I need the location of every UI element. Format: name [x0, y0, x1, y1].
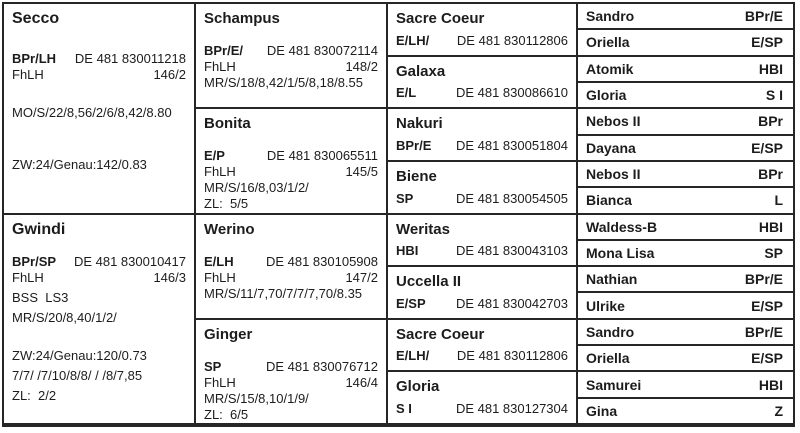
horse-name: Atomik	[586, 60, 634, 77]
studbook-row	[204, 59, 386, 75]
registration-number: DE 481 830065511	[266, 148, 378, 164]
horse-name: Ulrike	[586, 297, 625, 314]
grade-id-row	[204, 359, 386, 375]
horse-name: Dayana	[586, 139, 636, 156]
grade-id-row	[396, 85, 576, 101]
registration-number: DE 481 830010417	[73, 253, 186, 269]
bss-line: BSS LS3	[12, 289, 69, 305]
grade-badge: BPr	[758, 166, 783, 183]
grade-badge: HBI	[758, 218, 783, 235]
zl-line: ZL: 5/5	[204, 196, 249, 212]
pedigree-cell	[388, 4, 576, 57]
performance-line: MR/S/15/8,10/1/9/	[204, 390, 309, 406]
studbook-code: FhLH	[204, 374, 236, 390]
performance-line: MR/S/20/8,40/1/2/	[12, 309, 117, 325]
horse-name: Gloria	[396, 378, 440, 396]
grade-badge: SP	[396, 190, 414, 206]
breed-index: 146/3	[153, 269, 186, 285]
pedigree-table	[2, 2, 795, 427]
registration-number: DE 481 830051804	[455, 137, 568, 153]
generation-1-column	[4, 4, 196, 423]
registration-number: DE 481 830112806	[456, 348, 568, 364]
pedigree-cell	[388, 162, 576, 215]
breed-index: 147/2	[345, 269, 378, 285]
grade-badge: BPr/SP	[12, 253, 57, 269]
studbook-code: FhLH	[204, 59, 236, 74]
grade-id-row	[396, 33, 576, 49]
horse-name: Schampus	[204, 10, 280, 27]
grade-badge: E/LH/	[396, 32, 430, 48]
horse-name: Oriella	[586, 350, 630, 367]
pedigree-cell-sire	[4, 4, 194, 215]
generation-4-column	[578, 4, 793, 423]
horse-name: Biene	[396, 167, 437, 185]
horse-name: Sacre Coeur	[396, 325, 485, 343]
registration-number: DE 481 830043103	[455, 243, 568, 259]
generation-2-column	[196, 4, 388, 423]
studbook-code: FhLH	[12, 269, 44, 285]
grade-id-row	[396, 296, 576, 312]
pedigree-cell-dam	[4, 215, 194, 424]
pedigree-cell-sire-dam	[196, 109, 386, 214]
pedigree-cell	[578, 215, 793, 241]
grade-id-row	[396, 191, 576, 207]
grade-badge: E/SP	[396, 295, 426, 311]
grade-badge: E/SP	[751, 297, 783, 314]
registration-number: DE 481 830086610	[455, 85, 568, 101]
registration-number: DE 481 830054505	[455, 190, 568, 206]
grade-badge: HBI	[758, 376, 783, 393]
registration-number: DE 481 830042703	[455, 295, 568, 311]
grade-badge: BPr/E	[744, 323, 783, 340]
pedigree-cell	[578, 83, 793, 109]
grade-id-row	[204, 254, 386, 270]
registration-number: DE 481 830112806	[456, 32, 568, 48]
registration-number: DE 481 830127304	[455, 401, 568, 416]
horse-name: Gina	[586, 402, 618, 419]
horse-name: Galaxa	[396, 62, 446, 80]
horse-name: Samurei	[586, 376, 642, 393]
grade-badge: BPr/LH	[12, 51, 57, 66]
pedigree-cell	[578, 188, 793, 214]
studbook-row	[12, 270, 194, 286]
grade-id-row	[396, 138, 576, 154]
pedigree-cell	[388, 267, 576, 320]
pedigree-cell	[388, 320, 576, 373]
pedigree-cell	[388, 109, 576, 162]
horse-name: Bianca	[586, 192, 632, 209]
pedigree-cell	[578, 136, 793, 162]
horse-name: Nebos II	[586, 166, 641, 183]
registration-number: DE 481 830105908	[265, 253, 378, 269]
horse-name: Bonita	[204, 115, 251, 133]
studbook-row	[12, 67, 194, 83]
pedigree-cell	[388, 215, 576, 268]
breed-index: 148/2	[345, 59, 378, 74]
pedigree-cell	[578, 57, 793, 83]
horse-name: Uccella II	[396, 273, 462, 291]
grade-badge: E/P	[204, 148, 225, 164]
horse-name: Secco	[12, 10, 60, 27]
horse-name: Waldess-B	[586, 218, 658, 235]
horse-name: Nebos II	[586, 113, 641, 130]
registration-number: DE 481 830076712	[265, 358, 378, 374]
breed-index: 146/4	[345, 374, 378, 390]
horse-name: Sandro	[586, 323, 635, 340]
zl-line: ZL: 2/2	[12, 387, 57, 403]
registration-number: DE 481 830011218	[74, 51, 186, 66]
grade-badge: SP	[764, 244, 783, 261]
studbook-code: FhLH	[204, 164, 236, 180]
breeding-value-line: ZW:24/Genau:142/0.83	[12, 157, 147, 172]
horse-name: Werino	[204, 220, 255, 238]
studbook-code: FhLH	[204, 269, 236, 285]
performance-line: MR/S/16/8,03/1/2/	[204, 180, 309, 196]
pedigree-cell	[578, 4, 793, 30]
grade-badge: S I	[396, 401, 412, 416]
grade-badge: Z	[774, 402, 783, 419]
performance-line: MR/S/11/7,70/7/7/7,70/8.35	[204, 285, 363, 301]
pedigree-cell	[578, 267, 793, 293]
pedigree-cell	[388, 57, 576, 110]
grade-badge: E/SP	[751, 139, 783, 156]
scores-line: 7/7/ /7/10/8/8/ / /8/7,85	[12, 367, 143, 383]
horse-name: Mona Lisa	[586, 244, 655, 261]
performance-line: MR/S/18/8,42/1/5/8,18/8.55	[204, 75, 363, 90]
pedigree-cell-dam-sire	[196, 215, 386, 320]
grade-badge: S I	[765, 87, 783, 104]
grade-badge: E/LH	[204, 253, 234, 269]
breeding-value-line: ZW:24/Genau:120/0.73	[12, 347, 147, 363]
pedigree-cell	[578, 293, 793, 319]
grade-badge: BPr	[758, 113, 783, 130]
studbook-row	[204, 164, 386, 180]
grade-badge: BPr/E	[396, 137, 432, 153]
horse-name: Nakuri	[396, 115, 443, 133]
grade-id-row	[12, 254, 194, 270]
breed-index: 146/2	[153, 67, 186, 82]
pedigree-cell	[578, 109, 793, 135]
horse-name: Nathian	[586, 271, 638, 288]
horse-name: Ginger	[204, 325, 253, 343]
grade-badge: E/LH/	[396, 348, 430, 364]
grade-badge: E/SP	[751, 350, 783, 367]
horse-name: Sandro	[586, 8, 635, 25]
grade-badge: E/SP	[751, 34, 783, 51]
generation-3-column	[388, 4, 578, 423]
grade-id-row	[396, 348, 576, 364]
grade-badge: SP	[204, 358, 222, 374]
grade-badge: BPr/E	[744, 271, 783, 288]
grade-badge: BPr/E/	[204, 43, 244, 58]
zl-line: ZL: 6/5	[204, 406, 249, 422]
pedigree-cell	[578, 372, 793, 398]
studbook-row	[204, 270, 386, 286]
pedigree-cell	[578, 162, 793, 188]
grade-id-row	[396, 401, 576, 417]
pedigree-cell	[578, 320, 793, 346]
pedigree-cell	[388, 372, 576, 423]
performance-line: MO/S/22/8,56/2/6/8,42/8.80	[12, 105, 172, 120]
horse-name: Weritas	[396, 220, 450, 238]
pedigree-cell	[578, 241, 793, 267]
pedigree-cell	[578, 399, 793, 423]
grade-badge: HBI	[758, 60, 783, 77]
studbook-row	[204, 375, 386, 391]
grade-badge: HBI	[396, 243, 419, 259]
grade-badge: BPr/E	[744, 8, 783, 25]
breed-index: 145/5	[345, 164, 378, 180]
grade-id-row	[204, 43, 386, 59]
pedigree-cell	[578, 346, 793, 372]
registration-number: DE 481 830072114	[266, 43, 378, 58]
pedigree-cell-dam-dam	[196, 320, 386, 423]
horse-name: Sacre Coeur	[396, 10, 485, 27]
pedigree-cell	[578, 30, 793, 56]
horse-name: Gloria	[586, 87, 627, 104]
pedigree-cell-sire-sire	[196, 4, 386, 109]
horse-name: Gwindi	[12, 220, 66, 238]
grade-id-row	[12, 51, 194, 67]
grade-id-row	[396, 243, 576, 259]
grade-id-row	[204, 148, 386, 164]
grade-badge: L	[774, 192, 783, 209]
studbook-code: FhLH	[12, 67, 44, 82]
grade-badge: E/L	[396, 85, 417, 101]
horse-name: Oriella	[586, 34, 630, 51]
